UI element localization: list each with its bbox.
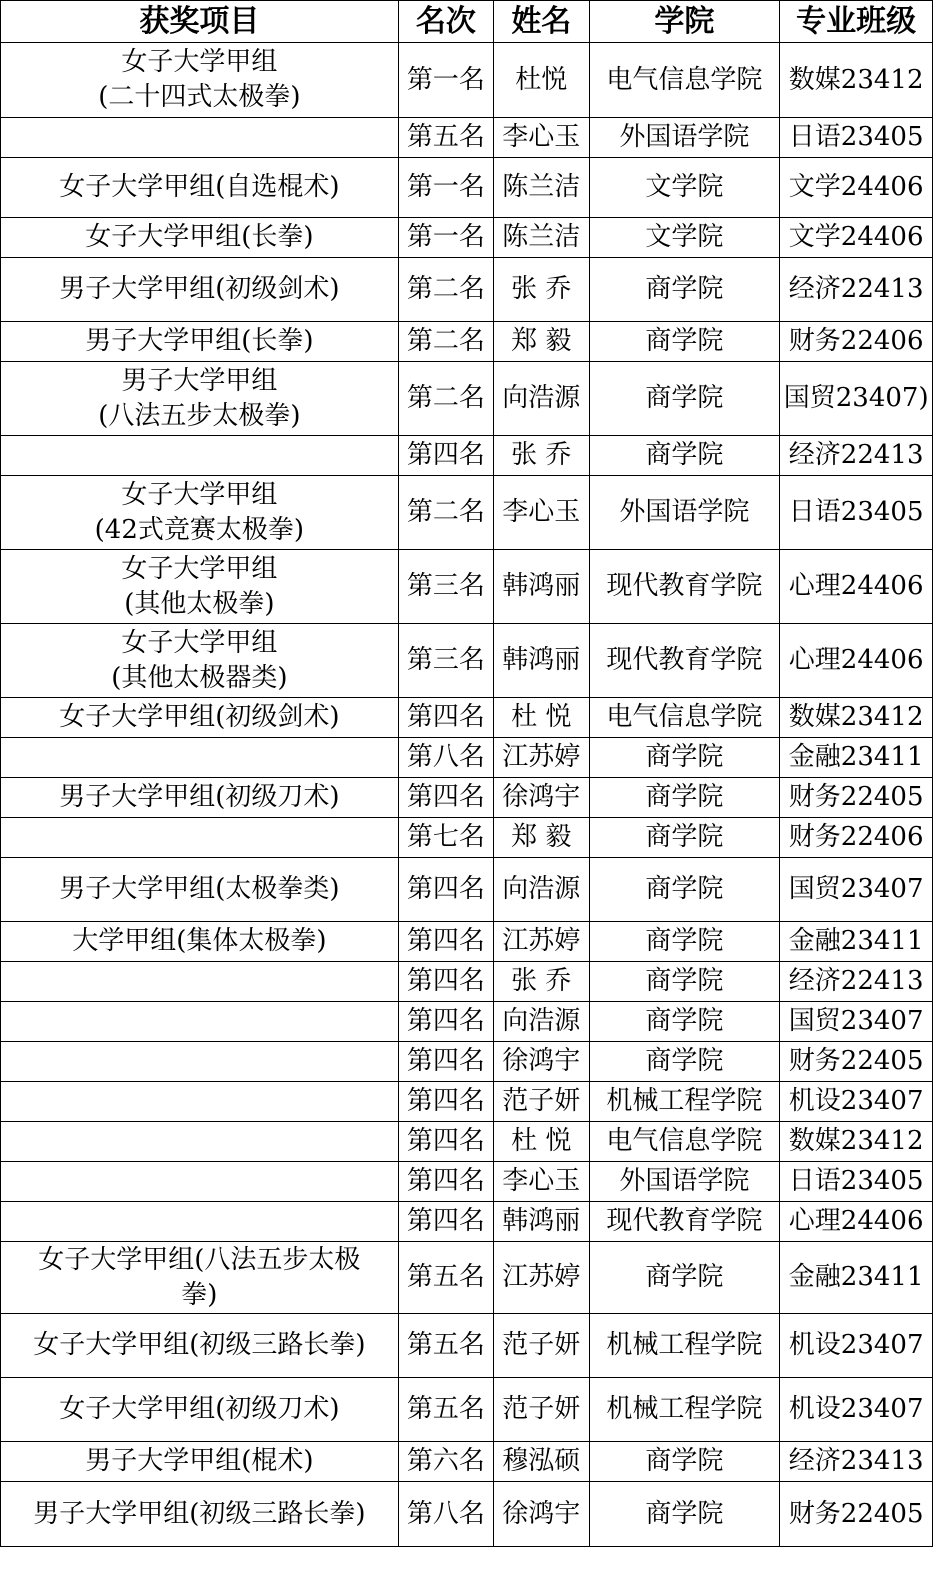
class-cell: 日语23405: [780, 118, 933, 158]
college-cell: 商学院: [589, 362, 780, 436]
award-item-cell: 女子大学甲组(初级三路长拳): [1, 1314, 399, 1378]
college-cell: 商学院: [589, 1242, 780, 1314]
class-cell: 日语23405: [780, 476, 933, 550]
winner-name-cell: 向浩源: [494, 362, 589, 436]
table-row: [1, 962, 933, 1002]
class-cell: 财务22405: [780, 778, 933, 818]
rank-cell: 第四名: [398, 436, 493, 476]
table-row: [1, 1202, 933, 1242]
winner-name-cell: 穆泓硕: [494, 1442, 589, 1482]
rank-cell: 第五名: [398, 1378, 493, 1442]
award-item-cell: [1, 1002, 399, 1042]
winner-name-cell: 陈兰洁: [494, 218, 589, 258]
winner-name-cell: 江苏婷: [494, 1242, 589, 1314]
table-row: [1, 1314, 933, 1378]
class-cell: 金融23411: [780, 1242, 933, 1314]
winner-name-cell: 郑 毅: [494, 322, 589, 362]
award-item-cell: [1, 818, 399, 858]
class-cell: 经济22413: [780, 962, 933, 1002]
award-body: [1, 43, 933, 1547]
winner-name-cell: 陈兰洁: [494, 158, 589, 218]
winner-name-cell: 江苏婷: [494, 922, 589, 962]
class-cell: 日语23405: [780, 1162, 933, 1202]
college-cell: 商学院: [589, 778, 780, 818]
college-cell: 商学院: [589, 818, 780, 858]
winner-name-cell: 江苏婷: [494, 738, 589, 778]
award-item-cell: 女子大学甲组 (其他太极拳): [1, 550, 399, 624]
table-row: [1, 738, 933, 778]
table-row: [1, 1482, 933, 1547]
award-item-cell: 女子大学甲组 (42式竞赛太极拳): [1, 476, 399, 550]
rank-cell: 第二名: [398, 322, 493, 362]
table-row: [1, 476, 933, 550]
winner-name-cell: 向浩源: [494, 1002, 589, 1042]
table-row: [1, 43, 933, 118]
college-cell: 外国语学院: [589, 118, 780, 158]
class-cell: 机设23407: [780, 1082, 933, 1122]
class-cell: 心理24406: [780, 624, 933, 698]
rank-cell: 第二名: [398, 258, 493, 322]
winner-name-cell: 杜 悦: [494, 1122, 589, 1162]
header-row: [1, 1, 933, 43]
table-row: [1, 1442, 933, 1482]
college-cell: 商学院: [589, 436, 780, 476]
class-cell: 文学24406: [780, 218, 933, 258]
winner-name-cell: 范子妍: [494, 1378, 589, 1442]
award-item-cell: 大学甲组(集体太极拳): [1, 922, 399, 962]
rank-cell: 第五名: [398, 1314, 493, 1378]
header-college: 学院: [589, 1, 780, 43]
college-cell: 商学院: [589, 258, 780, 322]
rank-cell: 第八名: [398, 738, 493, 778]
college-cell: 电气信息学院: [589, 43, 780, 118]
winner-name-cell: 韩鸿丽: [494, 1202, 589, 1242]
award-item-cell: 男子大学甲组(太极拳类): [1, 858, 399, 922]
winner-name-cell: 张 乔: [494, 258, 589, 322]
award-item-cell: [1, 962, 399, 1002]
award-item-cell: [1, 1042, 399, 1082]
table-row: [1, 1042, 933, 1082]
winner-name-cell: 徐鸿宇: [494, 1042, 589, 1082]
college-cell: 商学院: [589, 1442, 780, 1482]
winner-name-cell: 张 乔: [494, 962, 589, 1002]
winner-name-cell: 杜 悦: [494, 698, 589, 738]
award-item-cell: [1, 1122, 399, 1162]
award-item-cell: 女子大学甲组(长拳): [1, 218, 399, 258]
college-cell: 商学院: [589, 962, 780, 1002]
winner-name-cell: 韩鸿丽: [494, 624, 589, 698]
winner-name-cell: 张 乔: [494, 436, 589, 476]
college-cell: 现代教育学院: [589, 624, 780, 698]
table-row: [1, 158, 933, 218]
rank-cell: 第三名: [398, 624, 493, 698]
rank-cell: 第七名: [398, 818, 493, 858]
table-row: [1, 818, 933, 858]
award-item-cell: [1, 1202, 399, 1242]
winner-name-cell: 徐鸿宇: [494, 1482, 589, 1547]
winner-name-cell: 徐鸿宇: [494, 778, 589, 818]
award-item-cell: 女子大学甲组(初级剑术): [1, 698, 399, 738]
rank-cell: 第四名: [398, 1002, 493, 1042]
college-cell: 商学院: [589, 738, 780, 778]
rank-cell: 第四名: [398, 778, 493, 818]
class-cell: 国贸23407): [780, 362, 933, 436]
winner-name-cell: 范子妍: [494, 1314, 589, 1378]
college-cell: 商学院: [589, 1482, 780, 1547]
class-cell: 心理24406: [780, 550, 933, 624]
class-cell: 机设23407: [780, 1378, 933, 1442]
college-cell: 外国语学院: [589, 476, 780, 550]
award-item-cell: 男子大学甲组(长拳): [1, 322, 399, 362]
winner-name-cell: 李心玉: [494, 118, 589, 158]
header-name: 姓名: [494, 1, 589, 43]
college-cell: 商学院: [589, 322, 780, 362]
class-cell: 心理24406: [780, 1202, 933, 1242]
class-cell: 财务22405: [780, 1042, 933, 1082]
college-cell: 现代教育学院: [589, 1202, 780, 1242]
award-item-cell: 男子大学甲组(初级剑术): [1, 258, 399, 322]
class-cell: 数媒23412: [780, 698, 933, 738]
rank-cell: 第五名: [398, 1242, 493, 1314]
college-cell: 文学院: [589, 158, 780, 218]
table-row: [1, 1242, 933, 1314]
winner-name-cell: 杜悦: [494, 43, 589, 118]
rank-cell: 第六名: [398, 1442, 493, 1482]
class-cell: 财务22406: [780, 322, 933, 362]
winner-name-cell: 李心玉: [494, 476, 589, 550]
class-cell: 金融23411: [780, 922, 933, 962]
header-class: 专业班级: [780, 1, 933, 43]
award-item-cell: [1, 738, 399, 778]
class-cell: 文学24406: [780, 158, 933, 218]
college-cell: 商学院: [589, 1002, 780, 1042]
winner-name-cell: 李心玉: [494, 1162, 589, 1202]
rank-cell: 第一名: [398, 218, 493, 258]
table-row: [1, 436, 933, 476]
college-cell: 机械工程学院: [589, 1378, 780, 1442]
award-item-cell: 男子大学甲组(初级三路长拳): [1, 1482, 399, 1547]
award-item-cell: 男子大学甲组(初级刀术): [1, 778, 399, 818]
table-row: [1, 218, 933, 258]
rank-cell: 第二名: [398, 362, 493, 436]
winner-name-cell: 韩鸿丽: [494, 550, 589, 624]
rank-cell: 第四名: [398, 962, 493, 1002]
table-row: [1, 1122, 933, 1162]
college-cell: 商学院: [589, 858, 780, 922]
table-row: [1, 1082, 933, 1122]
class-cell: 数媒23412: [780, 43, 933, 118]
college-cell: 商学院: [589, 1042, 780, 1082]
award-item-cell: 女子大学甲组 (二十四式太极拳): [1, 43, 399, 118]
rank-cell: 第四名: [398, 1042, 493, 1082]
class-cell: 国贸23407: [780, 1002, 933, 1042]
rank-cell: 第八名: [398, 1482, 493, 1547]
table-row: [1, 624, 933, 698]
winner-name-cell: 向浩源: [494, 858, 589, 922]
college-cell: 电气信息学院: [589, 698, 780, 738]
class-cell: 金融23411: [780, 738, 933, 778]
table-row: [1, 858, 933, 922]
college-cell: 商学院: [589, 922, 780, 962]
table-row: [1, 778, 933, 818]
award-item-cell: [1, 1162, 399, 1202]
rank-cell: 第二名: [398, 476, 493, 550]
class-cell: 财务22405: [780, 1482, 933, 1547]
class-cell: 经济22413: [780, 436, 933, 476]
class-cell: 经济23413: [780, 1442, 933, 1482]
rank-cell: 第四名: [398, 1082, 493, 1122]
class-cell: 财务22406: [780, 818, 933, 858]
rank-cell: 第一名: [398, 158, 493, 218]
college-cell: 外国语学院: [589, 1162, 780, 1202]
table-row: [1, 922, 933, 962]
rank-cell: 第四名: [398, 922, 493, 962]
class-cell: 国贸23407: [780, 858, 933, 922]
table-row: [1, 1378, 933, 1442]
college-cell: 文学院: [589, 218, 780, 258]
college-cell: 机械工程学院: [589, 1082, 780, 1122]
award-item-cell: 男子大学甲组 (八法五步太极拳): [1, 362, 399, 436]
award-item-cell: 男子大学甲组(棍术): [1, 1442, 399, 1482]
table-row: [1, 258, 933, 322]
college-cell: 机械工程学院: [589, 1314, 780, 1378]
class-cell: 机设23407: [780, 1314, 933, 1378]
table-row: [1, 550, 933, 624]
class-cell: 数媒23412: [780, 1122, 933, 1162]
rank-cell: 第四名: [398, 1162, 493, 1202]
rank-cell: 第四名: [398, 858, 493, 922]
rank-cell: 第五名: [398, 118, 493, 158]
table-row: [1, 362, 933, 436]
winner-name-cell: 范子妍: [494, 1082, 589, 1122]
table-row: [1, 118, 933, 158]
class-cell: 经济22413: [780, 258, 933, 322]
table-row: [1, 1162, 933, 1202]
college-cell: 电气信息学院: [589, 1122, 780, 1162]
rank-cell: 第一名: [398, 43, 493, 118]
rank-cell: 第四名: [398, 698, 493, 738]
rank-cell: 第三名: [398, 550, 493, 624]
award-item-cell: [1, 118, 399, 158]
award-item-cell: 女子大学甲组 (其他太极器类): [1, 624, 399, 698]
award-item-cell: 女子大学甲组(八法五步太极 拳): [1, 1242, 399, 1314]
winner-name-cell: 郑 毅: [494, 818, 589, 858]
header-award-item: 获奖项目: [1, 1, 399, 43]
award-item-cell: [1, 1082, 399, 1122]
header-rank: 名次: [398, 1, 493, 43]
award-item-cell: 女子大学甲组(自选棍术): [1, 158, 399, 218]
table-row: [1, 1002, 933, 1042]
college-cell: 现代教育学院: [589, 550, 780, 624]
table-row: [1, 698, 933, 738]
table-row: [1, 322, 933, 362]
rank-cell: 第四名: [398, 1122, 493, 1162]
award-item-cell: [1, 436, 399, 476]
award-item-cell: 女子大学甲组(初级刀术): [1, 1378, 399, 1442]
rank-cell: 第四名: [398, 1202, 493, 1242]
